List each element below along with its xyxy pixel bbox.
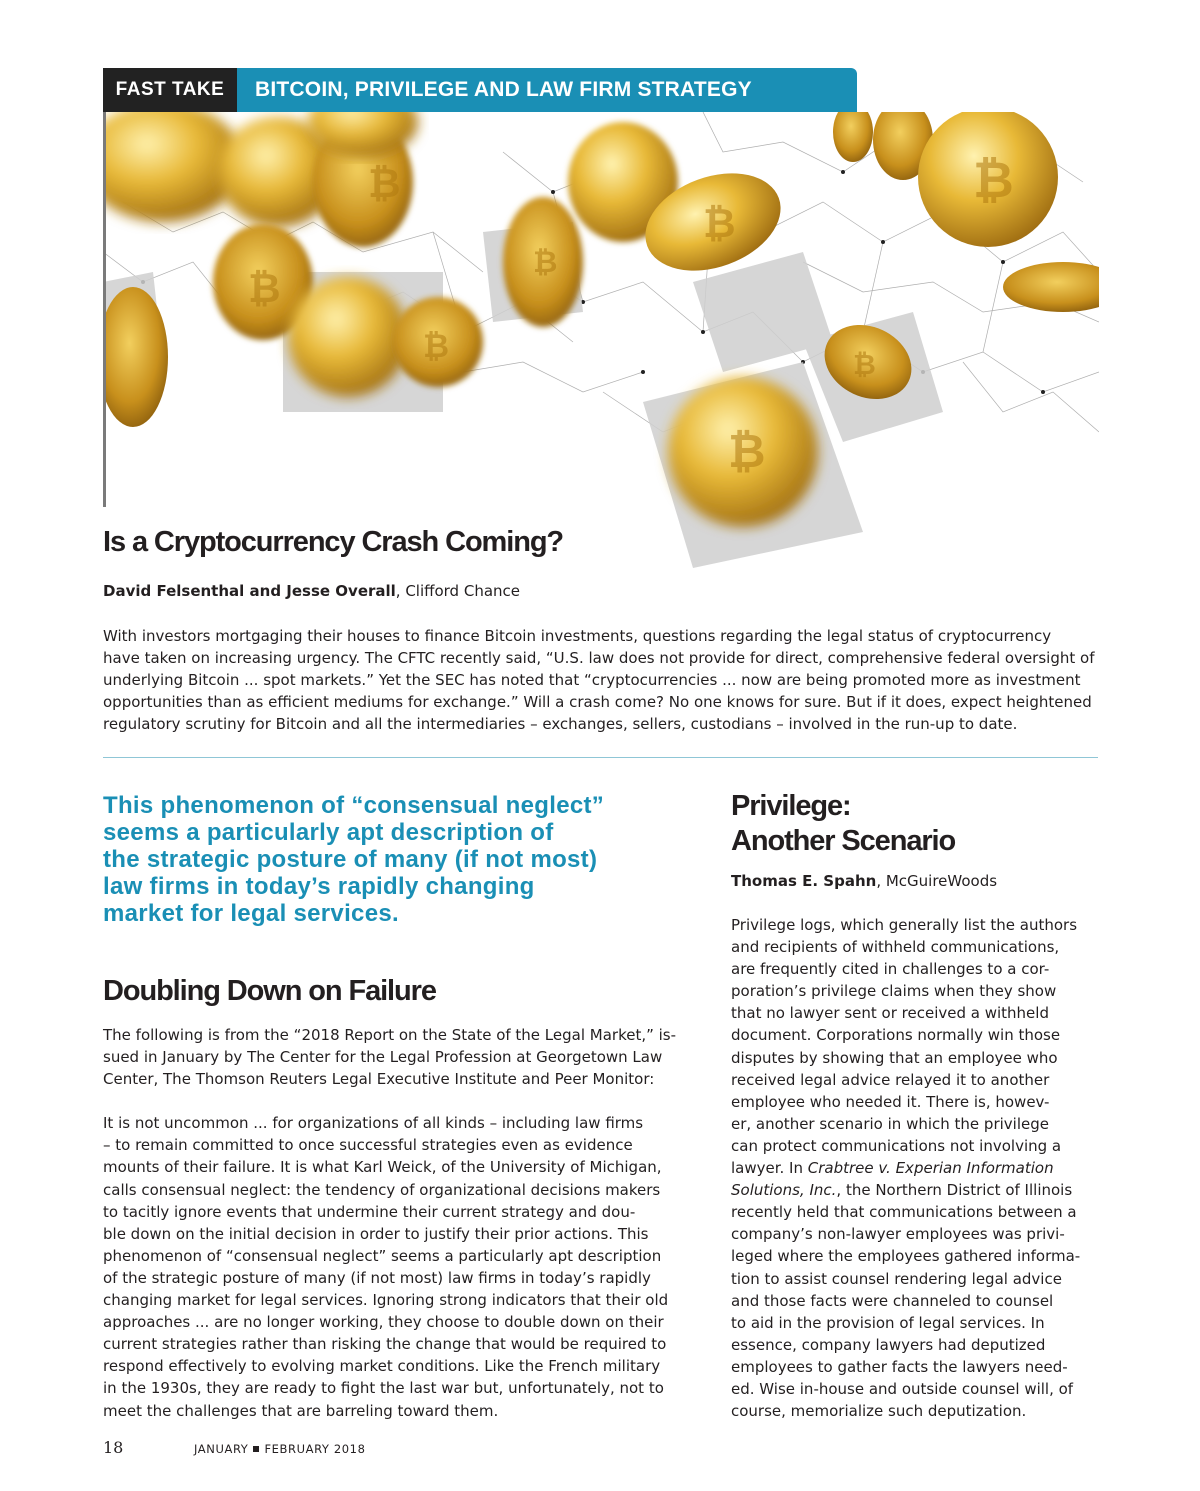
svg-text:₿: ₿: [703, 201, 736, 247]
body-line: and recipients of withheld communications,: [731, 938, 1060, 957]
lawyer-prefix: lawyer. In: [731, 1159, 808, 1178]
body-line: phenomenon of “consensual neglect” seems a particularly apt description: [103, 1246, 662, 1265]
svg-text:₿: ₿: [853, 348, 876, 381]
svg-text:₿: ₿: [248, 266, 281, 312]
svg-text:₿: ₿: [368, 161, 401, 207]
body-line: received legal advice relayed it to another: [731, 1070, 1050, 1089]
body-line: changing market for legal services. Ignoring strong indicators that their old: [103, 1291, 669, 1310]
article3-body: [731, 914, 1101, 1422]
body-line: of the strategic posture of many (if not most) law firms in today’s rapidly: [103, 1268, 651, 1287]
case-name: Crabtree v. Experian Information: [807, 1159, 1054, 1178]
byline-article3: [731, 872, 997, 890]
byline-article1: [103, 582, 520, 600]
svg-text:₿: ₿: [973, 151, 1014, 209]
body-line: essence, company lawyers had deputized: [731, 1335, 1046, 1354]
body-line: that no lawyer sent or received a withheld: [731, 1004, 1049, 1023]
body-line: sued in January by The Center for the Legal Profession at Georgetown Law: [103, 1048, 663, 1067]
title-line: Privilege:: [731, 790, 851, 822]
title-line: Another Scenario: [731, 825, 956, 857]
body-line: It is not uncommon ... for organizations of all kinds – including law firms: [103, 1114, 644, 1133]
svg-text:₿: ₿: [728, 424, 766, 478]
body-line: document. Corporations normally win those: [731, 1026, 1061, 1045]
section-header: [103, 68, 857, 112]
body-line: are frequently cited in challenges to a cor-: [731, 960, 1050, 979]
topic-title: BITCOIN, PRIVILEGE AND LAW FIRM STRATEGY: [237, 68, 857, 112]
issue-month-1: JANUARY: [194, 1442, 249, 1456]
body-line: course, memorialize such deputization.: [731, 1402, 1027, 1421]
body-line: disputes by showing that an employee who: [731, 1048, 1058, 1067]
body-line: tion to assist counsel rendering legal advice: [731, 1269, 1062, 1288]
article-title-privilege: [731, 789, 955, 859]
article-title-crypto-crash: Is a Cryptocurrency Crash Coming?: [103, 526, 564, 558]
body-line: company’s non-lawyer employees was privi-: [731, 1225, 1065, 1244]
square-bullet-icon: [253, 1446, 259, 1452]
author-name: Thomas E. Spahn: [731, 872, 877, 890]
case-name: Solutions, Inc.: [731, 1181, 837, 1200]
body-line: meet the challenges that are barreling toward them.: [103, 1401, 499, 1420]
body-line: recently held that communications between a: [731, 1203, 1077, 1222]
body-line: can protect communications not involving a: [731, 1136, 1062, 1155]
body-line: poration’s privilege claims when they show: [731, 982, 1057, 1001]
body-line: have taken on increasing urgency. The CFTC recently said, “U.S. law does not provide for direct, comprehensive federal oversight of: [103, 649, 1095, 667]
author-names: David Felsenthal and Jesse Overall: [103, 582, 396, 600]
body-line: regulatory scrutiny for Bitcoin and all the intermediaries – exchanges, sellers, custodians – involved in the run-up to date.: [103, 715, 1018, 733]
svg-text:₿: ₿: [533, 245, 558, 280]
body-line: leged where the employees gathered informa-: [731, 1247, 1081, 1266]
body-line: Center, The Thomson Reuters Legal Executive Institute and Peer Monitor:: [103, 1070, 655, 1089]
body-line: The following is from the “2018 Report on the State of the Legal Market,” is-: [103, 1026, 677, 1044]
page-number: 18: [103, 1438, 124, 1457]
body-line: approaches ... are no longer working, they choose to double down on their: [103, 1313, 664, 1332]
pull-quote-line: the strategic posture of many (if not most): [103, 846, 598, 873]
author-affiliation: , McGuireWoods: [876, 872, 998, 890]
body-line: opportunities than as efficient mediums for exchange.” Will a crash come? No one knows for sure. But if it does, expect heightened: [103, 693, 1092, 711]
body-line: employee who needed it. There is, howev-: [731, 1092, 1050, 1111]
body-line: calls consensual neglect: the tendency of organizational decisions makers: [103, 1180, 661, 1199]
pull-quote-line: market for legal services.: [103, 900, 399, 927]
pull-quote-line: seems a particularly apt description of: [103, 819, 554, 846]
body-line: [731, 1157, 1101, 1179]
article2-body: [103, 1024, 703, 1422]
body-line: With investors mortgaging their houses to finance Bitcoin investments, questions regarding the legal status of cryptocurrency: [103, 627, 1052, 645]
body-line: mounts of their failure. It is what Karl Weick, of the University of Michigan,: [103, 1158, 662, 1177]
body-line: in the 1930s, they are ready to fight the last war but, unfortunately, not to: [103, 1379, 664, 1398]
pull-quote-line: law firms in today’s rapidly changing: [103, 873, 535, 900]
body-line: Privilege logs, which generally list the authors: [731, 916, 1078, 934]
article-title-doubling-down: Doubling Down on Failure: [103, 975, 436, 1007]
case-suffix: , the Northern District of Illinois: [836, 1181, 1073, 1200]
body-line: and those facts were channeled to counsel: [731, 1291, 1054, 1310]
hero-left-rule: [103, 112, 106, 507]
bitcoin-coins: [103, 112, 1099, 527]
section-divider: [103, 757, 1098, 758]
svg-text:₿: ₿: [423, 327, 450, 365]
body-line: to tacitly ignore events that undermine their current strategy and dou-: [103, 1202, 636, 1221]
pull-quote-line: This phenomenon of “consensual neglect”: [103, 792, 605, 819]
body-line: – to remain committed to once successful strategies even as evidence: [103, 1136, 633, 1155]
body-line: underlying Bitcoin ... spot markets.” Yet the SEC has noted that “cryptocurrencies ... now are being promoted more as investment: [103, 671, 1081, 689]
body-line: current strategies rather than risking the change that would be required to: [103, 1335, 667, 1354]
issue-date: [194, 1442, 365, 1456]
body-line: ble down on the initial decision in order to justify their prior actions. This: [103, 1224, 649, 1243]
pull-quote: [103, 792, 683, 927]
hero-illustration: [103, 112, 1099, 568]
body-line: respond effectively to evolving market conditions. Like the French military: [103, 1357, 661, 1376]
bitcoin-coins-network-illustration: [103, 112, 1099, 568]
body-line: employees to gather facts the lawyers need-: [731, 1357, 1068, 1376]
section-label: FAST TAKE: [103, 68, 237, 112]
body-line: er, another scenario in which the privilege: [731, 1114, 1049, 1133]
issue-month-2: FEBRUARY 2018: [264, 1442, 366, 1456]
author-affiliation: , Clifford Chance: [395, 582, 521, 600]
body-line: to aid in the provision of legal services. In: [731, 1313, 1045, 1332]
body-line: [731, 1179, 1101, 1201]
body-line: ed. Wise in-house and outside counsel will, of: [731, 1379, 1074, 1398]
article1-body: [103, 625, 1103, 735]
